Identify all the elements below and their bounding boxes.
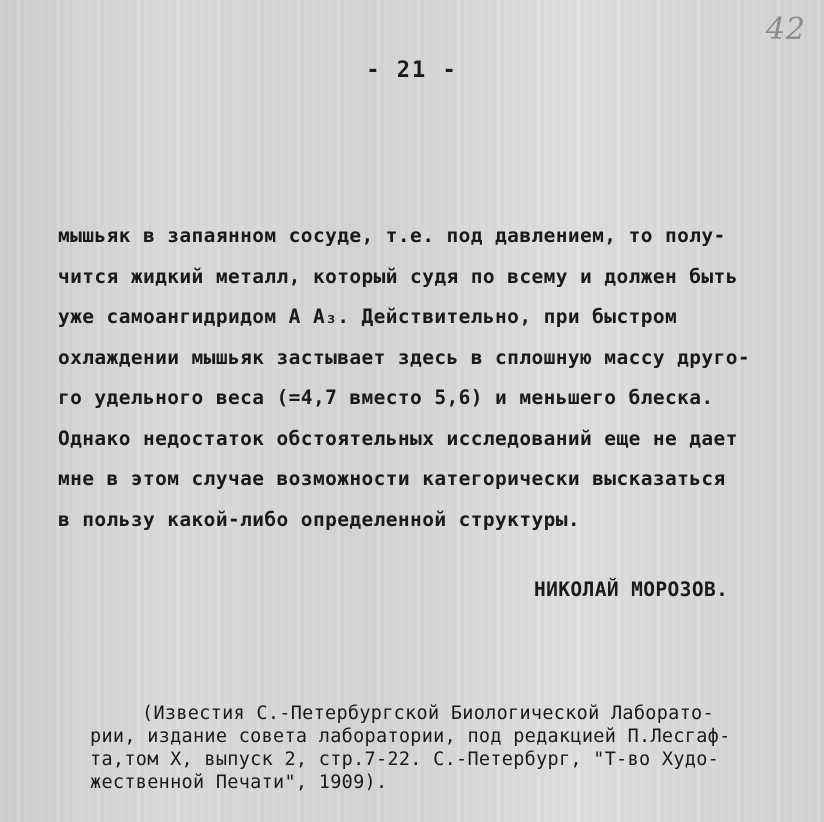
author-signature: НИКОЛАЙ МОРОЗОВ.: [534, 578, 729, 601]
body-line: охлаждении мышьяк застывает здесь в сплошную массу друго-: [58, 345, 750, 369]
citation-line: жественной Печати", 1909).: [90, 772, 388, 793]
citation-line: рии, издание совета лаборатории, под редакцией П.Лесгаф-: [90, 726, 731, 747]
body-line: мне в этом случае возможности категорически высказаться: [58, 467, 726, 490]
body-line: в пользу какой-либо определенной структуры.: [58, 507, 581, 531]
body-line: Однако недостаток обстоятельных исследований еще не дает: [58, 426, 738, 450]
citation-line: та,том X, выпуск 2, стр.7-22. С.-Петербург, "Т-во Худо-: [90, 749, 720, 770]
page-number: - 21 -: [366, 58, 458, 83]
body-line: мышьяк в запаянном сосуде, т.е. под давлением, то полу-: [58, 224, 726, 247]
body-paragraph: [58, 216, 818, 540]
body-line: уже самоангидридом А А₃. Действительно, при быстром: [58, 305, 678, 328]
citation-block: [90, 702, 820, 794]
citation-line: (Известия С.-Петербургской Биологической Лаборато-: [142, 703, 714, 724]
body-line: чится жидкий металл, который судя по всему и должен быть: [58, 264, 738, 288]
handwritten-folio-number: 42: [765, 12, 806, 47]
body-line: го удельного веса (=4,7 вместо 5,6) и меньшего блеска.: [58, 386, 714, 409]
